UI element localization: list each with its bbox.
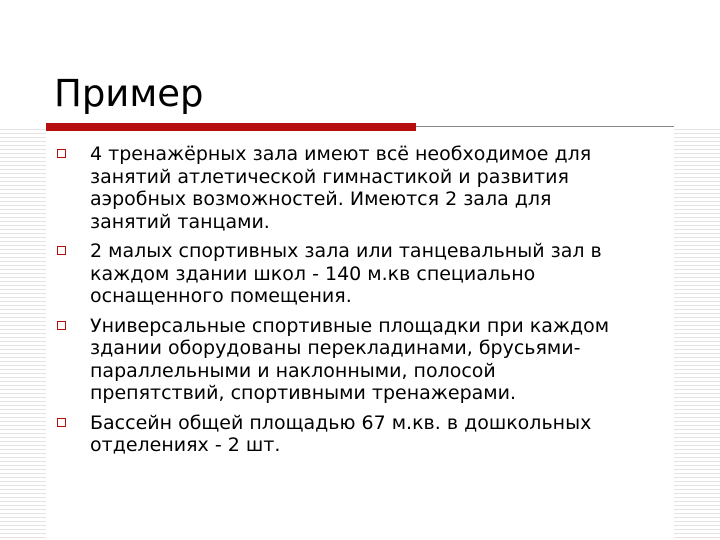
slide-title: Пример bbox=[54, 72, 204, 115]
square-bullet-icon bbox=[57, 149, 66, 158]
bullet-line: 4 тренажёрных зала имеют всё необходимое для bbox=[90, 143, 592, 165]
bullet-line: параллельными и наклонными, полосой bbox=[90, 359, 496, 382]
bullet-line: отделениях - 2 шт. bbox=[90, 434, 281, 456]
bullet-list bbox=[56, 143, 676, 464]
bullet-item bbox=[56, 143, 676, 233]
bullet-line: оснащенного помещения. bbox=[90, 285, 352, 307]
square-bullet-icon bbox=[57, 418, 66, 427]
bullet-line: аэробных возможностей. Имеются 2 зала для bbox=[90, 188, 552, 210]
square-bullet-icon bbox=[57, 246, 66, 255]
bullet-line: 2 малых спортивных зала или танцевальный зал в bbox=[90, 240, 602, 262]
bullet-line: Универсальные спортивные площадки при каждом bbox=[90, 314, 610, 337]
title-underline-rule bbox=[416, 126, 674, 127]
bullet-item bbox=[56, 315, 676, 405]
bullet-line: препятствий, спортивными тренажерами. bbox=[90, 382, 517, 404]
square-bullet-icon bbox=[57, 321, 66, 330]
bullet-line: занятий танцами. bbox=[90, 210, 270, 233]
bullet-item bbox=[56, 240, 676, 308]
title-underline-accent bbox=[46, 123, 416, 131]
bullet-line: каждом здании школ - 140 м.кв специально bbox=[90, 262, 536, 285]
bullet-line: здании оборудованы перекладинами, брусьями- bbox=[90, 337, 581, 359]
bullet-line: Бассейн общей площадью 67 м.кв. в дошкольных bbox=[90, 411, 592, 434]
bullet-item bbox=[56, 412, 676, 457]
bullet-line: занятий атлетической гимнастикой и развития bbox=[90, 165, 569, 188]
